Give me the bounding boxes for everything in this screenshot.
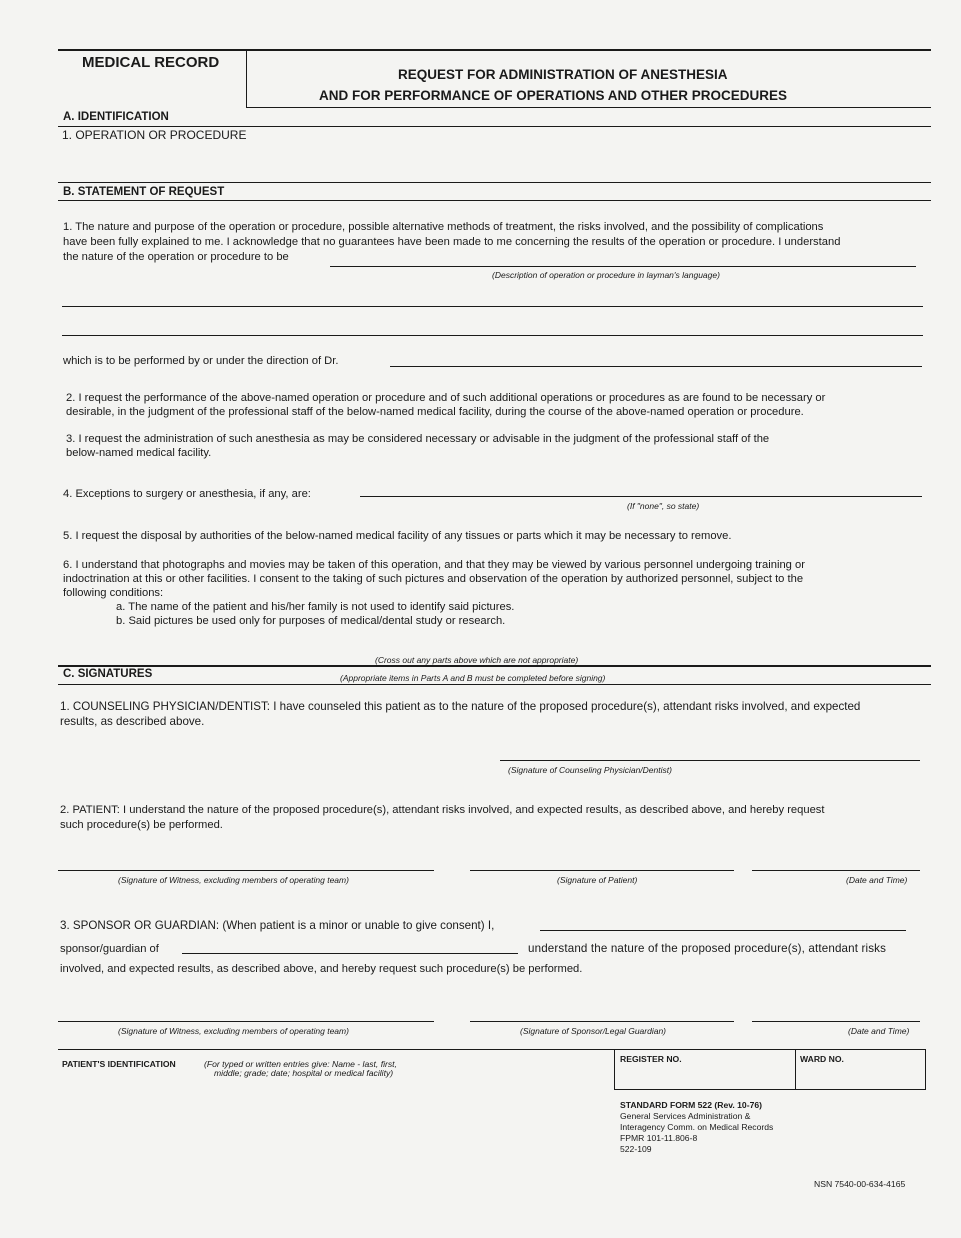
description-caption: (Description of operation or procedure in layman's language) xyxy=(492,270,720,280)
section-a-rule xyxy=(58,126,931,127)
register-box-bottom xyxy=(614,1089,926,1090)
condition-b: b. Said pictures be used only for purposes of medical/dental study or research. xyxy=(116,615,506,627)
header-top-rule xyxy=(58,49,931,51)
section-b-top-rule xyxy=(58,182,931,183)
counseling-line-2: results, as described above. xyxy=(60,715,205,728)
date-time-1-caption: (Date and Time) xyxy=(846,875,908,885)
statement-p5: 5. I request the disposal by authorities of the below-named medical facility of any tissues or parts which it may be necessary to remove. xyxy=(63,530,732,542)
header-divider xyxy=(246,50,247,108)
patient-date-time-field[interactable] xyxy=(752,870,920,871)
statement-p6-line-2: indoctrination at this or other facilities. I consent to the taking of such pictures and observation of the operation by authorized personnel, subject to the xyxy=(63,573,804,585)
patient-identification-field[interactable] xyxy=(58,1082,613,1182)
statement-p2-line-2: desirable, in the judgment of the professional staff of the below-named medical facility, during the course of the above-named operation or procedure. xyxy=(66,406,804,418)
fpmr-reference: FPMR 101-11.806-8 xyxy=(620,1133,698,1143)
witness-1-caption: (Signature of Witness, excluding members of operating team) xyxy=(118,875,349,885)
cross-out-caption: (Cross out any parts above which are not appropriate) xyxy=(375,655,579,665)
patient-statement-line-1: 2. PATIENT: I understand the nature of the proposed procedure(s), attendant risks involved, and expected results, as described above, and hereby request xyxy=(60,804,825,816)
operation-procedure-label: 1. OPERATION OR PROCEDURE xyxy=(62,128,247,142)
form-agency-line-1: General Services Administration & xyxy=(620,1111,751,1121)
witness-2-signature-field[interactable] xyxy=(58,1021,434,1022)
standard-form-number: STANDARD FORM 522 (Rev. 10-76) xyxy=(620,1100,762,1110)
exceptions-field[interactable] xyxy=(360,496,922,497)
sponsor-line-1: 3. SPONSOR OR GUARDIAN: (When patient is a minor or unable to give consent) I, xyxy=(60,919,495,932)
sponsor-line-3: involved, and expected results, as described above, and hereby request such procedure(s) be performed. xyxy=(60,963,583,975)
section-c-top-rule xyxy=(58,665,931,667)
ward-no-field[interactable] xyxy=(797,1066,924,1088)
performed-by-label: which is to be performed by or under the direction of Dr. xyxy=(63,355,339,367)
procedure-description-line-2[interactable] xyxy=(62,306,923,307)
ward-no-label: WARD NO. xyxy=(800,1054,844,1064)
form-title-line-2: AND FOR PERFORMANCE OF OPERATIONS AND OTHER PROCEDURES xyxy=(319,88,788,103)
patient-id-note-line-2: middle; grade; date; hospital or medical facility) xyxy=(214,1068,394,1078)
statement-p1-line-1: 1. The nature and purpose of the operation or procedure, possible alternative methods of treatment, the risks involved, and the possibility of complications xyxy=(63,221,824,233)
statement-p1-line-2: have been fully explained to me. I acknowledge that no guarantees have been made to me concerning the results of the operation or procedure. I understand xyxy=(63,236,841,248)
register-box-left xyxy=(614,1049,615,1089)
patient-id-note-line-1: (For typed or written entries give: Name - last, first, xyxy=(204,1059,397,1069)
statement-p6-line-3: following conditions: xyxy=(63,587,164,599)
statement-p2-line-1: 2. I request the performance of the above-named operation or procedure and of such additional operations or procedures as are found to be necessary or xyxy=(66,392,826,404)
statement-p3-line-2: below-named medical facility. xyxy=(66,447,212,459)
ward-box-right xyxy=(925,1049,926,1089)
patient-statement-line-2: such procedure(s) be performed. xyxy=(60,819,223,831)
section-a-heading: A. IDENTIFICATION xyxy=(63,111,169,123)
exceptions-label: 4. Exceptions to surgery or anesthesia, if any, are: xyxy=(63,488,311,500)
register-no-label: REGISTER NO. xyxy=(620,1054,682,1064)
sponsor-of-label: sponsor/guardian of xyxy=(60,943,159,955)
operation-procedure-field[interactable] xyxy=(270,128,930,176)
sponsor-signature-field[interactable] xyxy=(470,1021,734,1022)
section-b-heading: B. STATEMENT OF REQUEST xyxy=(63,186,225,198)
register-no-field[interactable] xyxy=(616,1066,793,1088)
statement-p3-line-1: 3. I request the administration of such anesthesia as may be considered necessary or advisable in the judgment of the professional staff of the xyxy=(66,433,770,445)
counseling-line-1: 1. COUNSELING PHYSICIAN/DENTIST: I have counseled this patient as to the nature of the proposed procedure(s), attendant risks involved, and expected xyxy=(60,700,861,713)
sponsor-understand: understand the nature of the proposed procedure(s), attendant risks xyxy=(528,942,887,955)
sponsor-signature-caption: (Signature of Sponsor/Legal Guardian) xyxy=(520,1026,667,1036)
sponsor-name-field[interactable] xyxy=(540,930,906,931)
date-time-2-caption: (Date and Time) xyxy=(848,1026,910,1036)
form-agency-line-2: Interagency Comm. on Medical Records xyxy=(620,1122,774,1132)
patient-signature-caption: (Signature of Patient) xyxy=(557,875,638,885)
nsn-number: NSN 7540-00-634-4165 xyxy=(814,1179,906,1189)
patient-signature-field[interactable] xyxy=(470,870,734,871)
statement-p6-line-1: 6. I understand that photographs and movies may be taken of this operation, and that they may be viewed by various personnel undergoing training or xyxy=(63,559,805,571)
procedure-description-field[interactable] xyxy=(330,266,916,267)
doctor-name-field[interactable] xyxy=(390,366,922,367)
section-c-rule xyxy=(58,684,931,685)
witness-1-signature-field[interactable] xyxy=(58,870,434,871)
physician-signature-caption: (Signature of Counseling Physician/Dentist) xyxy=(508,765,672,775)
section-b-rule xyxy=(58,200,931,201)
header-bottom-rule xyxy=(246,107,931,108)
procedure-description-line-3[interactable] xyxy=(62,335,923,336)
form-stock-number: 522-109 xyxy=(620,1144,652,1154)
sponsor-date-time-field[interactable] xyxy=(752,1021,920,1022)
witness-2-caption: (Signature of Witness, excluding members of operating team) xyxy=(118,1026,349,1036)
sponsor-patient-field[interactable] xyxy=(182,953,518,954)
patient-identification-label: PATIENT'S IDENTIFICATION xyxy=(62,1059,176,1069)
none-caption: (If "none", so state) xyxy=(627,501,700,511)
register-ward-divider xyxy=(795,1049,796,1089)
condition-a: a. The name of the patient and his/her family is not used to identify said pictures. xyxy=(116,601,515,613)
section-c-heading: C. SIGNATURES xyxy=(63,668,153,680)
form-title-line-1: REQUEST FOR ADMINISTRATION OF ANESTHESIA xyxy=(398,67,728,82)
must-complete-caption: (Appropriate items in Parts A and B must be completed before signing) xyxy=(340,673,606,683)
medical-record-label: MEDICAL RECORD xyxy=(82,54,220,71)
physician-signature-field[interactable] xyxy=(500,760,920,761)
statement-p1-line-3: the nature of the operation or procedure to be xyxy=(63,251,289,263)
